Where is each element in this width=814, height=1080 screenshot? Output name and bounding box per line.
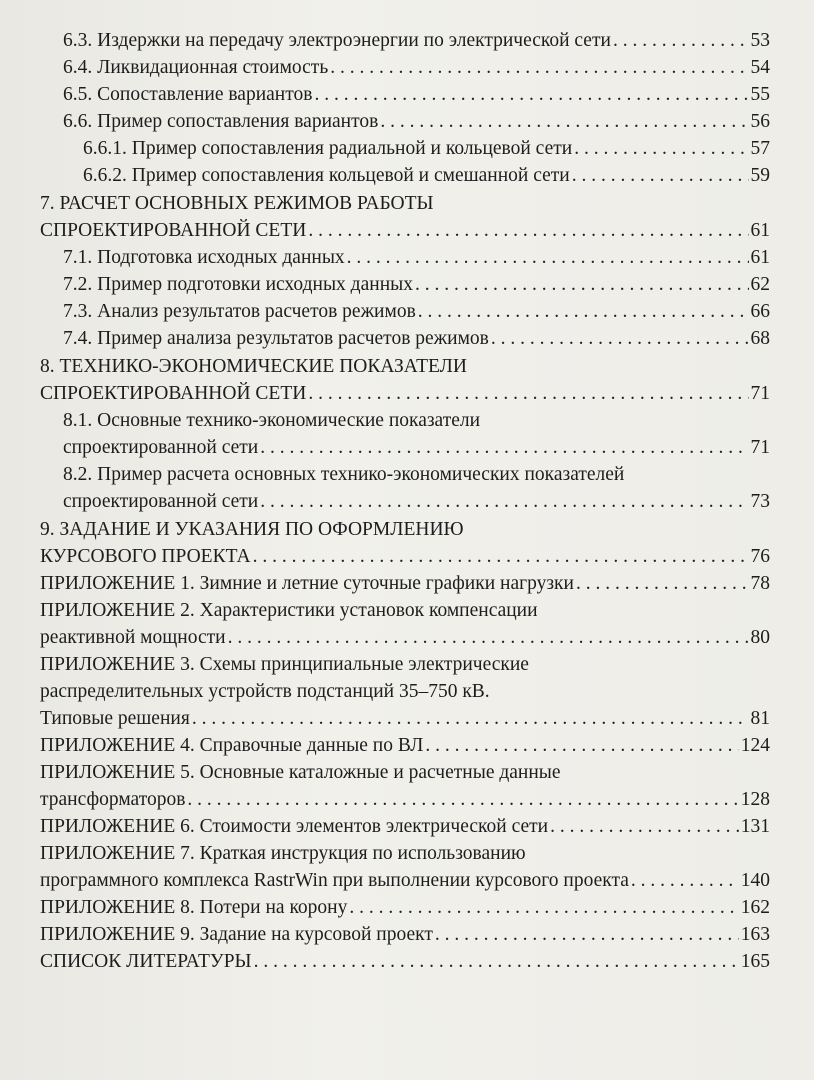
- toc-entry-title: ПРИЛОЖЕНИЕ 6. Стоимости элементов электрической сети: [40, 816, 549, 837]
- toc-page-number: 71: [750, 437, 770, 458]
- toc-entry-title: 6.6.1. Пример сопоставления радиальной и кольцевой сети: [83, 138, 573, 159]
- toc-entry: [40, 625, 770, 651]
- toc-entry: [63, 489, 770, 515]
- toc-entry-title: спроектированной сети: [63, 491, 259, 512]
- toc-entry-title: 6.4. Ликвидационная стоимость: [63, 57, 329, 78]
- toc-leader-dots: [347, 245, 749, 271]
- toc-leader-dots: [613, 28, 749, 54]
- toc-entry: [40, 354, 467, 380]
- toc-entry: [40, 760, 561, 786]
- toc-entry-title: 6.5. Сопоставление вариантов: [63, 84, 313, 105]
- toc-leader-dots: [308, 218, 748, 244]
- toc-entry: [40, 517, 464, 543]
- toc-page-number: 53: [750, 30, 770, 51]
- toc-entry: [40, 598, 538, 624]
- toc-entry: [40, 787, 770, 813]
- toc-page-number: 62: [750, 274, 770, 295]
- toc-page-number: 76: [750, 546, 770, 567]
- toc-entry-title: КУРСОВОГО ПРОЕКТА: [40, 546, 251, 567]
- toc-entry: [40, 814, 770, 840]
- toc-entry: [63, 109, 770, 135]
- toc-entry-title: 9. ЗАДАНИЕ И УКАЗАНИЯ ПО ОФОРМЛЕНИЮ: [40, 519, 464, 540]
- toc-page-number: 56: [750, 111, 770, 132]
- toc-entry: [83, 163, 770, 189]
- toc-leader-dots: [491, 326, 749, 352]
- toc-page-number: 57: [750, 138, 770, 159]
- toc-entry: [63, 82, 770, 108]
- toc-leader-dots: [308, 381, 748, 407]
- toc-entry-title: ПРИЛОЖЕНИЕ 9. Задание на курсовой проект: [40, 924, 433, 945]
- toc-page-number: 61: [750, 247, 770, 268]
- toc-entry-title: трансформаторов: [40, 789, 186, 810]
- toc-page-number: 68: [750, 328, 770, 349]
- toc-leader-dots: [576, 571, 749, 597]
- toc-entry-title: СПРОЕКТИРОВАННОЙ СЕТИ: [40, 220, 307, 241]
- toc-entry-title: ПРИЛОЖЕНИЕ 2. Характеристики установок компенсации: [40, 600, 538, 621]
- toc-page-number: 54: [750, 57, 770, 78]
- toc-entry-title: 6.6.2. Пример сопоставления кольцевой и смешанной сети: [83, 165, 570, 186]
- toc-leader-dots: [330, 55, 748, 81]
- toc-page-number: 124: [740, 735, 770, 756]
- toc-entry-title: 7.3. Анализ результатов расчетов режимов: [63, 301, 416, 322]
- toc-leader-dots: [228, 625, 749, 651]
- toc-entry-title: 7.2. Пример подготовки исходных данных: [63, 274, 413, 295]
- toc-page-number: 73: [750, 491, 770, 512]
- toc-entry-title: распределительных устройств подстанций 35–750 кВ.: [40, 681, 490, 702]
- toc-entry-title: Типовые решения: [40, 708, 190, 729]
- toc-page-number: 61: [750, 220, 770, 241]
- toc-page-number: 66: [750, 301, 770, 322]
- toc-page-number: 162: [740, 897, 770, 918]
- toc-entry-title: ПРИЛОЖЕНИЕ 1. Зимние и летние суточные графики нагрузки: [40, 573, 574, 594]
- toc-entry: [40, 191, 434, 217]
- toc-entry-title: 7. РАСЧЕТ ОСНОВНЫХ РЕЖИМОВ РАБОТЫ: [40, 193, 434, 214]
- toc-leader-dots: [380, 109, 748, 135]
- toc-entry: [40, 922, 770, 948]
- toc-entry-title: спроектированной сети: [63, 437, 259, 458]
- toc-entry: [63, 55, 770, 81]
- toc-entry: [40, 841, 526, 867]
- toc-page-number: 163: [740, 924, 770, 945]
- toc-leader-dots: [572, 163, 749, 189]
- toc-entry-title: 8. ТЕХНИКО-ЭКОНОМИЧЕСКИЕ ПОКАЗАТЕЛИ: [40, 356, 467, 377]
- toc-leader-dots: [425, 733, 738, 759]
- toc-page-number: 55: [750, 84, 770, 105]
- toc-entry-title: ПРИЛОЖЕНИЕ 7. Краткая инструкция по использованию: [40, 843, 526, 864]
- toc-entry: [40, 868, 770, 894]
- toc-leader-dots: [415, 272, 749, 298]
- toc-page-number: 131: [740, 816, 770, 837]
- toc-leader-dots: [187, 787, 738, 813]
- toc-entry: [63, 408, 480, 434]
- toc-leader-dots: [260, 435, 748, 461]
- toc-entry: [63, 299, 770, 325]
- toc-entry-title: СПРОЕКТИРОВАННОЙ СЕТИ: [40, 383, 307, 404]
- toc-entry-title: ПРИЛОЖЕНИЕ 3. Схемы принципиальные электрические: [40, 654, 529, 675]
- toc-entry: [40, 895, 770, 921]
- toc-entry: [63, 28, 770, 54]
- toc-entry-title: СПИСОК ЛИТЕРАТУРЫ: [40, 951, 252, 972]
- toc-entry: [83, 136, 770, 162]
- toc-entry-title: 7.1. Подготовка исходных данных: [63, 247, 345, 268]
- toc-entry: [40, 218, 770, 244]
- toc-leader-dots: [631, 868, 739, 894]
- toc-entry: [40, 544, 770, 570]
- toc-entry-title: ПРИЛОЖЕНИЕ 4. Справочные данные по ВЛ: [40, 735, 424, 756]
- toc-entry: [40, 381, 770, 407]
- toc-entry-title: программного комплекса RastrWin при выполнении курсового проекта: [40, 870, 629, 891]
- toc-leader-dots: [253, 544, 749, 570]
- toc-entry: [40, 652, 529, 678]
- toc-page-number: 78: [750, 573, 770, 594]
- toc-page-number: 80: [750, 627, 770, 648]
- toc-leader-dots: [435, 922, 739, 948]
- toc-leader-dots: [192, 706, 749, 732]
- toc-entry-title: 8.1. Основные технико-экономические показатели: [63, 410, 481, 431]
- toc-entry: [40, 706, 770, 732]
- toc-page-number: 71: [750, 383, 770, 404]
- toc-leader-dots: [349, 895, 738, 921]
- toc-entry-title: 6.3. Издержки на передачу электроэнергии по электрической сети: [63, 30, 611, 51]
- toc-entry-title: ПРИЛОЖЕНИЕ 5. Основные каталожные и расчетные данные: [40, 762, 561, 783]
- toc-page-number: 165: [740, 951, 770, 972]
- toc-entry-title: 7.4. Пример анализа результатов расчетов режимов: [63, 328, 489, 349]
- toc-entry: [40, 679, 490, 705]
- toc-entry: [63, 272, 770, 298]
- toc-entry: [40, 571, 770, 597]
- toc-entry: [40, 733, 770, 759]
- toc-leader-dots: [574, 136, 748, 162]
- toc-page-number: 140: [740, 870, 770, 891]
- toc-entry-title: 6.6. Пример сопоставления вариантов: [63, 111, 379, 132]
- toc-leader-dots: [418, 299, 749, 325]
- toc-leader-dots: [550, 814, 739, 840]
- toc-entry: [40, 949, 770, 975]
- toc-page-number: 81: [750, 708, 770, 729]
- toc-leader-dots: [314, 82, 748, 108]
- toc-leader-dots: [254, 949, 739, 975]
- toc-entry-title: 8.2. Пример расчета основных технико-экономических показателей: [63, 464, 625, 485]
- toc-page-number: 128: [740, 789, 770, 810]
- toc-entry: [63, 326, 770, 352]
- toc-page-number: 59: [750, 165, 770, 186]
- toc-entry: [63, 435, 770, 461]
- toc-entry: [63, 245, 770, 271]
- toc-entry-title: ПРИЛОЖЕНИЕ 8. Потери на корону: [40, 897, 348, 918]
- toc-entry-title: реактивной мощности: [40, 627, 226, 648]
- toc-leader-dots: [260, 489, 748, 515]
- toc-entry: [63, 462, 624, 488]
